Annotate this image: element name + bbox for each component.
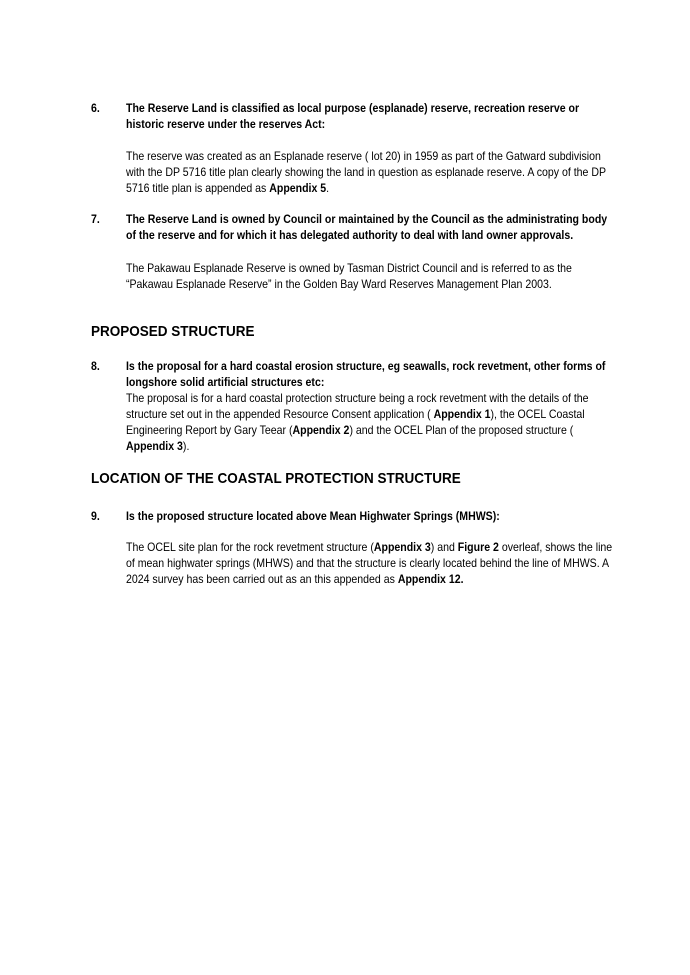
answer-text: The reserve was created as an Esplanade reserve ( lot 20) in 1959 as part of the Gatward subdivision with the DP 5716 title plan clearly showing the land in question as esplanade reserve. A copy of the DP 5716 title plan is appended as — [126, 149, 606, 195]
section-question: The Reserve Land is classified as local purpose (esplanade) reserve, recreation reserve or historic reserve under the reserves Act: — [126, 101, 580, 131]
answer-text: ) and — [430, 540, 458, 554]
section-heading-location: LOCATION OF THE COASTAL PROTECTION STRUCTURE — [91, 470, 461, 487]
answer-text-end: . — [326, 181, 330, 195]
answer-text: ), the OCEL Coastal Engineering Report by Gary Teear ( — [126, 407, 585, 437]
appendix-reference: Appendix 5 — [269, 181, 327, 195]
section-question: The Reserve Land is owned by Council or maintained by the Council as the administrating body of the reserve and for which it has delegated authority to deal with land owner approvals. — [126, 212, 608, 242]
answer-text: ). — [182, 439, 190, 453]
section-question: Is the proposal for a hard coastal erosion structure, eg seawalls, rock revetment, other forms of longshore solid artificial structures etc: — [126, 359, 606, 389]
answer-text: The OCEL site plan for the rock revetment structure ( — [126, 540, 374, 554]
section-heading-proposed-structure: PROPOSED STRUCTURE — [91, 323, 255, 340]
section-number: 6. — [91, 101, 100, 115]
appendix-reference: Appendix 1 — [433, 407, 491, 421]
section-number: 8. — [91, 359, 100, 373]
section-answer — [126, 390, 614, 454]
figure-reference: Figure 2 — [457, 540, 499, 554]
section-answer — [126, 539, 614, 587]
section-answer: The Pakawau Esplanade Reserve is owned by Tasman District Council and is referred to as the “Pakawau Esplanade Reserve” in the Golden Bay Ward Reserves Management Plan 2003. — [126, 261, 572, 291]
appendix-reference: Appendix 12. — [397, 572, 464, 586]
answer-text: ) and the OCEL Plan of the proposed structure ( — [349, 423, 574, 437]
section-number: 7. — [91, 212, 100, 226]
section-question: Is the proposed structure located above Mean Highwater Springs (MHWS): — [126, 509, 500, 523]
section-answer — [126, 148, 614, 196]
answer-text: The proposal is for a hard coastal protection structure being a rock revetment with the details of the structure set out in the appended Resource Consent application ( — [126, 391, 589, 421]
appendix-reference: Appendix 2 — [292, 423, 350, 437]
section-number: 9. — [91, 509, 100, 523]
appendix-reference: Appendix 3 — [373, 540, 431, 554]
answer-text: overleaf, shows the line of mean highwater springs (MHWS) and that the structure is clearly located behind the line of MHWS. A 2024 survey has been carried out as an this appended as — [126, 540, 613, 586]
appendix-reference: Appendix 3 — [126, 439, 183, 453]
